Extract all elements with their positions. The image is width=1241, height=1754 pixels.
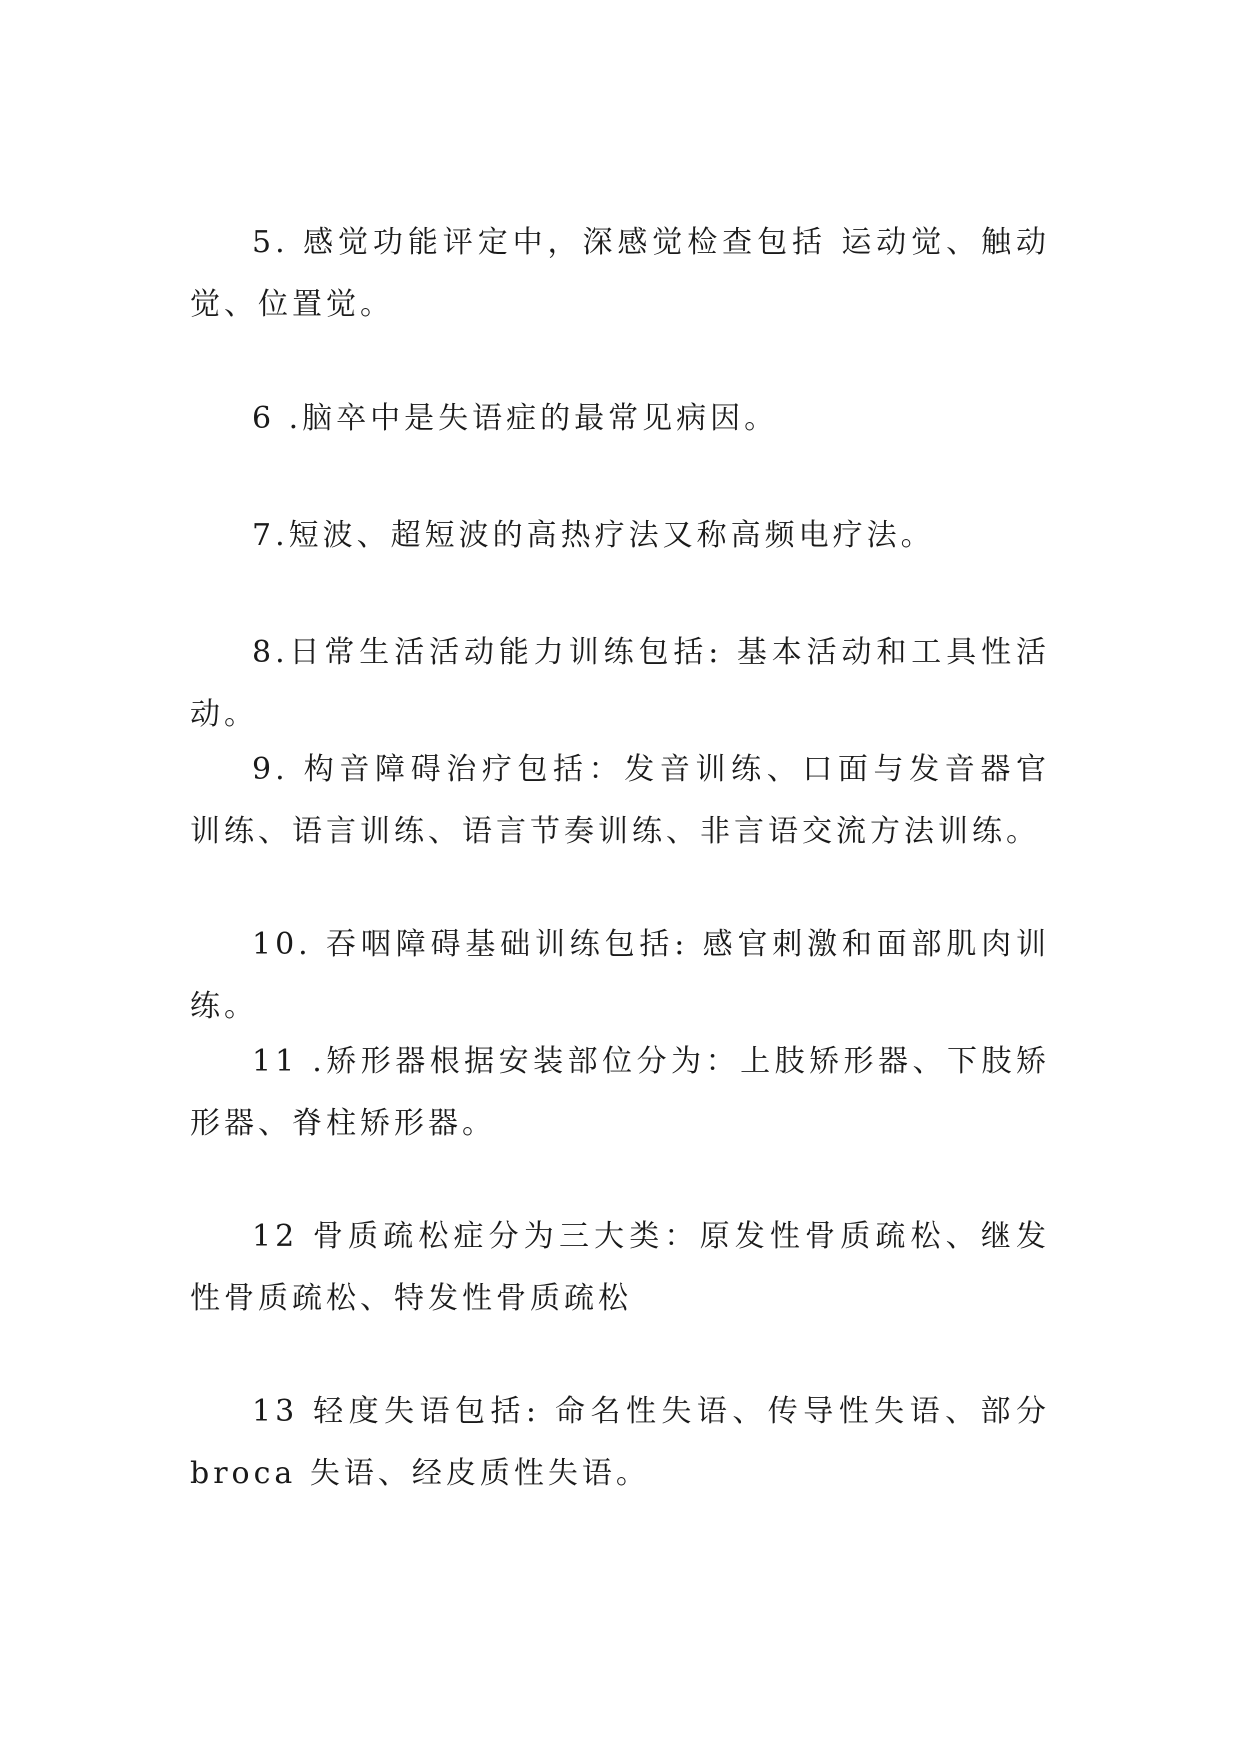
paragraph-item-5: 5. 感觉功能评定中，深感觉检查包括 运动觉、触动觉、位置觉。 <box>190 225 1050 322</box>
paragraph-item-12: 12 骨质疏松症分为三大类：原发性骨质疏松、继发性骨质疏松、特发性骨质疏松 <box>190 1219 1050 1316</box>
paragraph-item-6: 6 .脑卒中是失语症的最常见病因。 <box>252 401 779 436</box>
paragraph-item-9: 9. 构音障碍治疗包括：发音训练、口面与发音器官训练、语言训练、语言节奏训练、非言语交流方法训练。 <box>190 752 1050 849</box>
paragraph-item-13: 13 轻度失语包括: 命名性失语、传导性失语、部分 broca 失语、经皮质性失语。 <box>190 1394 1050 1491</box>
paragraph-item-10: 10. 吞咽障碍基础训练包括: 感官刺激和面部肌肉训练。 <box>190 927 1050 1024</box>
paragraph-item-7: 7.短波、超短波的高热疗法又称高频电疗法。 <box>252 518 935 553</box>
paragraph-item-8: 8.日常生活活动能力训练包括: 基本活动和工具性活动。 <box>190 635 1050 732</box>
paragraph-item-11: 11 .矫形器根据安装部位分为：上肢矫形器、下肢矫形器、脊柱矫形器。 <box>190 1044 1050 1141</box>
